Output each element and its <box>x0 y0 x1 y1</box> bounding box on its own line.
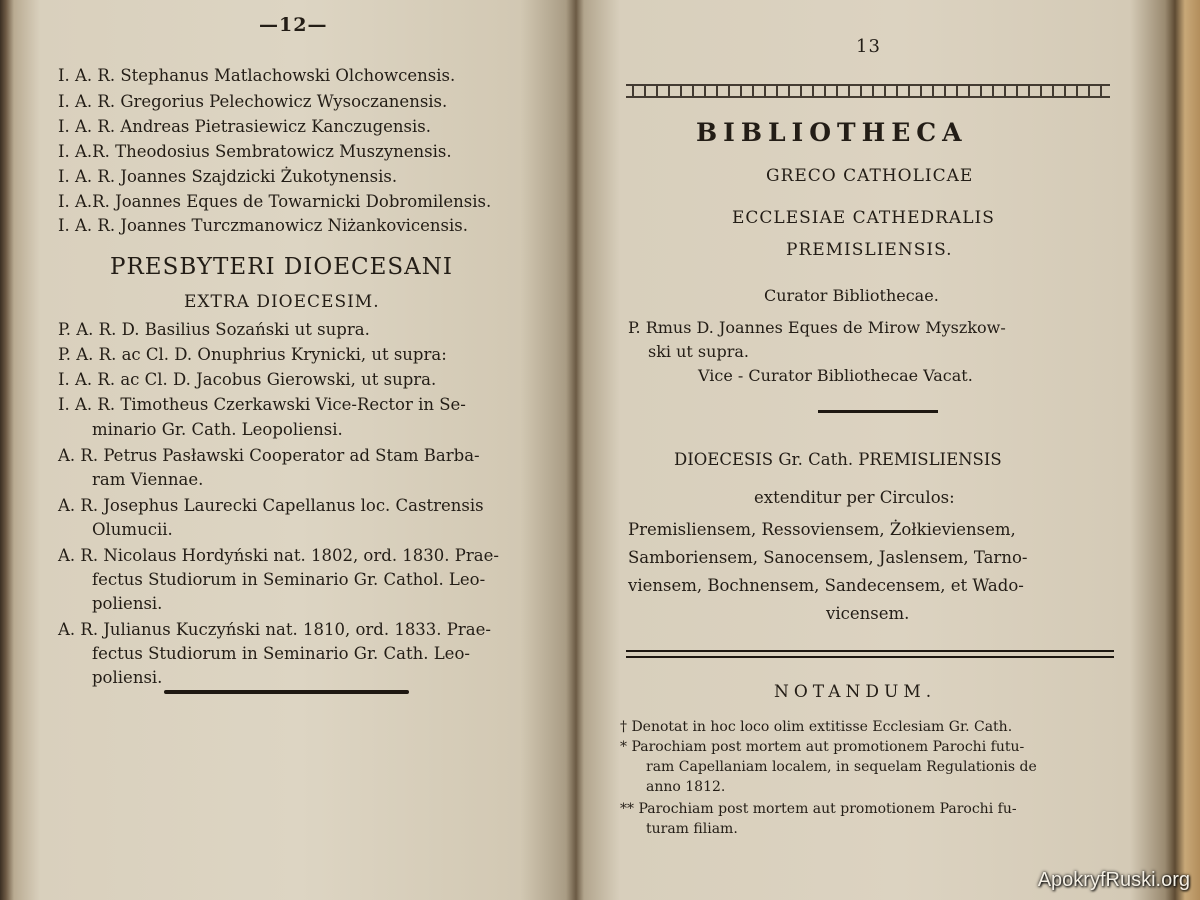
ornamental-border <box>626 84 1110 98</box>
entry-line: I. A.R. Joannes Eques de Towarnicki Dobromilensis. <box>58 192 492 211</box>
note-line: ** Parochiam post mortem aut promotionem Parochi fu- <box>620 801 1017 817</box>
watermark: ApokryfRuski.org <box>1037 869 1190 891</box>
section-title: PRESBYTERI DIOECESANI <box>110 254 453 280</box>
entry-line: I. A. R. Joannes Szajdzicki Żukotynensis. <box>58 167 398 186</box>
extenditur-line: extenditur per Circulos: <box>754 488 955 507</box>
circuli-line: vicensem. <box>826 604 910 623</box>
double-rule-bottom <box>626 656 1114 658</box>
dioecesis-title: DIOECESIS Gr. Cath. PREMISLIENSIS <box>674 450 1002 469</box>
presbyter-line: A. R. Nicolaus Hordyński nat. 1802, ord. 1830. Prae- <box>58 546 499 565</box>
circuli-line: Premisliensem, Ressoviensem, Żołkieviensem, <box>628 520 1016 539</box>
note-line: turam filiam. <box>646 821 738 837</box>
library-subtitle: PREMISLIENSIS. <box>786 240 953 260</box>
presbyter-line: fectus Studiorum in Seminario Gr. Cath. Leo- <box>92 644 470 663</box>
notandum-title: NOTANDUM. <box>774 682 937 702</box>
presbyter-line: I. A. R. ac Cl. D. Jacobus Gierowski, ut supra. <box>58 370 437 389</box>
page-number-right: 13 <box>856 36 881 57</box>
entry-line: I. A.R. Theodosius Sembratowicz Muszynensis. <box>58 142 452 161</box>
presbyter-line: poliensi. <box>92 668 163 687</box>
curator-line: ski ut supra. <box>648 342 749 361</box>
note-line: anno 1812. <box>646 779 726 795</box>
presbyter-line: minario Gr. Cath. Leopoliensi. <box>92 420 343 439</box>
note-line: † Denotat in hoc loco olim extitisse Ecclesiam Gr. Cath. <box>620 719 1013 735</box>
page-number-left: —12— <box>259 14 328 36</box>
presbyter-line: Olumucii. <box>92 520 173 539</box>
section-subtitle: EXTRA DIOECESIM. <box>184 292 380 312</box>
note-line: * Parochiam post mortem aut promotionem Parochi futu- <box>620 739 1025 755</box>
entry-line: I. A. R. Joannes Turczmanowicz Niżankovicensis. <box>58 216 469 235</box>
section-divider <box>818 410 938 413</box>
presbyter-line: I. A. R. Timotheus Czerkawski Vice-Rector in Se- <box>58 395 466 414</box>
end-rule <box>164 690 409 694</box>
left-page <box>14 0 570 900</box>
presbyter-line: A. R. Josephus Laurecki Capellanus loc. Castrensis <box>58 496 484 515</box>
presbyter-line: P. A. R. D. Basilius Sozański ut supra. <box>58 320 370 339</box>
presbyter-line: A. R. Julianus Kuczyński nat. 1810, ord. 1833. Prae- <box>58 620 491 639</box>
presbyter-line: ram Viennae. <box>92 470 204 489</box>
curator-label: Curator Bibliothecae. <box>764 286 939 305</box>
entry-line: I. A. R. Gregorius Pelechowicz Wysoczanensis. <box>58 92 448 111</box>
right-page <box>586 0 1166 900</box>
circuli-line: viensem, Bochnensem, Sandecensem, et Wado- <box>628 576 1024 595</box>
entry-line: I. A. R. Stephanus Matlachowski Olchowcensis. <box>58 66 456 85</box>
presbyter-line: A. R. Petrus Pasławski Cooperator ad Stam Barba- <box>58 446 480 465</box>
presbyter-line: poliensi. <box>92 594 163 613</box>
entry-line: I. A. R. Andreas Pietrasiewicz Kanczugensis. <box>58 117 431 136</box>
note-line: ram Capellaniam localem, in sequelam Regulationis de <box>646 759 1037 775</box>
presbyter-line: fectus Studiorum in Seminario Gr. Cathol. Leo- <box>92 570 486 589</box>
double-rule-top <box>626 650 1114 652</box>
circuli-line: Samboriensem, Sanocensem, Jaslensem, Tarno- <box>628 548 1028 567</box>
curator-line: P. Rmus D. Joannes Eques de Mirow Myszkow- <box>628 318 1006 337</box>
presbyter-line: P. A. R. ac Cl. D. Onuphrius Krynicki, ut supra: <box>58 345 447 364</box>
vice-curator-line: Vice - Curator Bibliothecae Vacat. <box>698 366 973 385</box>
library-subtitle: ECCLESIAE CATHEDRALIS <box>732 208 995 228</box>
library-title: BIBLIOTHECA <box>696 118 968 147</box>
library-subtitle: GRECO CATHOLICAE <box>766 166 974 186</box>
